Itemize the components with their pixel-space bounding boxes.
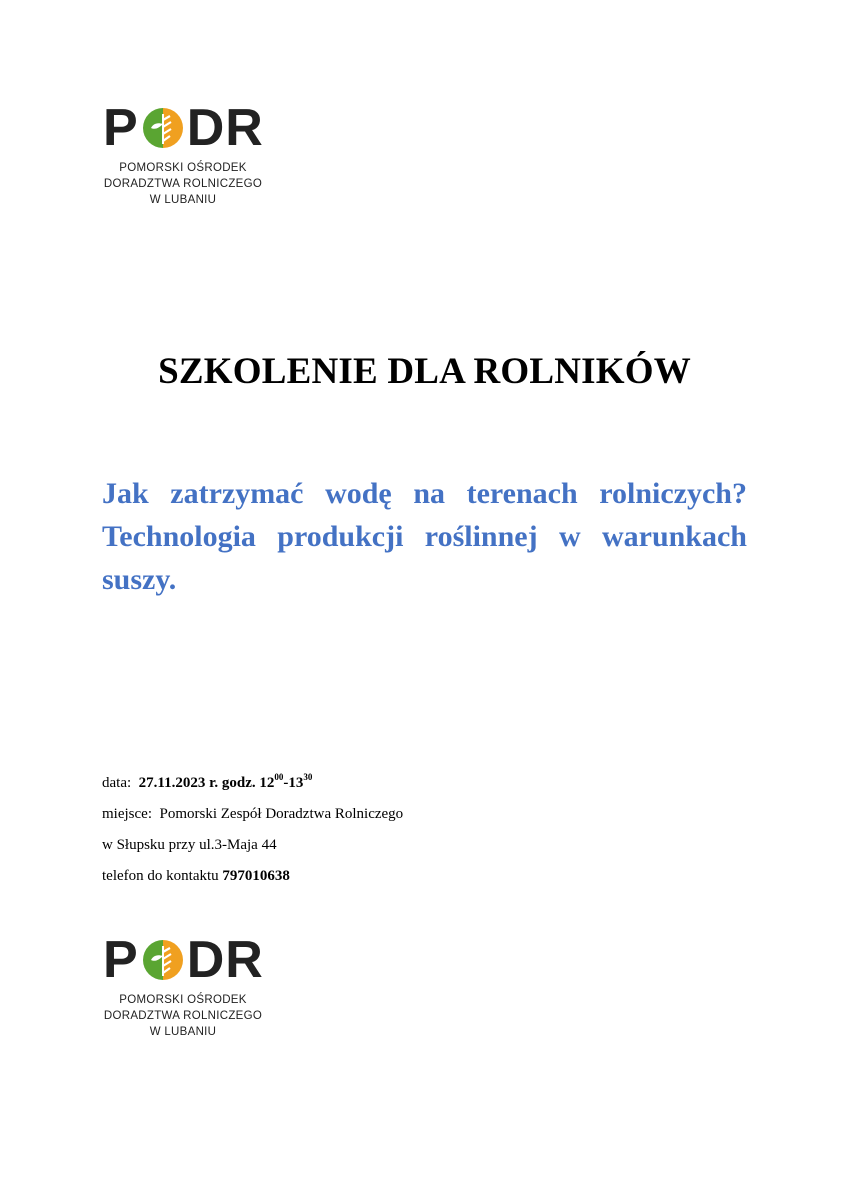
date-line [102,768,702,799]
place-line [102,799,702,830]
logo-caption-line: POMORSKI OŚRODEK [119,994,247,1006]
date-value: 27.11.2023 r. godz. $12^{00}-13^{30}$ [138,772,313,791]
page-title: SZKOLENIE DLA ROLNIKÓW [158,351,691,392]
logo-caption [103,992,263,1040]
logo-caption [103,160,263,208]
logo-caption-line: DORADZTWA ROLNICZEGO [103,1010,263,1022]
logo-caption-line: W LUBANIU [149,1026,217,1038]
leaf-wheat-icon [141,106,185,150]
time-start-minutes: 00 [274,772,284,782]
logo-caption-line: DORADZTWA ROLNICZEGO [103,178,263,190]
phone-label: telefon do kontaktu [102,868,219,884]
logo-letters-dr: DR [186,99,264,157]
training-topic: Jak zatrzymać wodę na terenach rolniczych? Technologia produkcji roślinnej w warunkach suszy. [102,477,747,596]
logo-letter-p: P [103,931,139,989]
leaf-wheat-icon [141,938,185,982]
logo-mark [103,99,273,157]
place-address: w Słupsku przy ul.3-Maja 44 [102,837,277,853]
place-label: miejsce: [102,806,152,822]
time-end-minutes: 30 [303,772,313,782]
phone-line [102,861,702,892]
logo-mark [103,931,273,989]
podr-logo-bottom [103,931,273,1040]
place-value: Pomorski Zespół Doradztwa Rolniczego [159,806,404,822]
date-label: data: [102,775,132,791]
logo-caption-line: POMORSKI OŚRODEK [119,162,247,174]
logo-caption-line: W LUBANIU [149,194,217,206]
logo-letter-p: P [103,99,139,157]
phone-number: 797010638 [222,868,290,884]
logo-letters-dr: DR [186,931,264,989]
event-details [102,768,702,892]
podr-logo [103,99,273,208]
